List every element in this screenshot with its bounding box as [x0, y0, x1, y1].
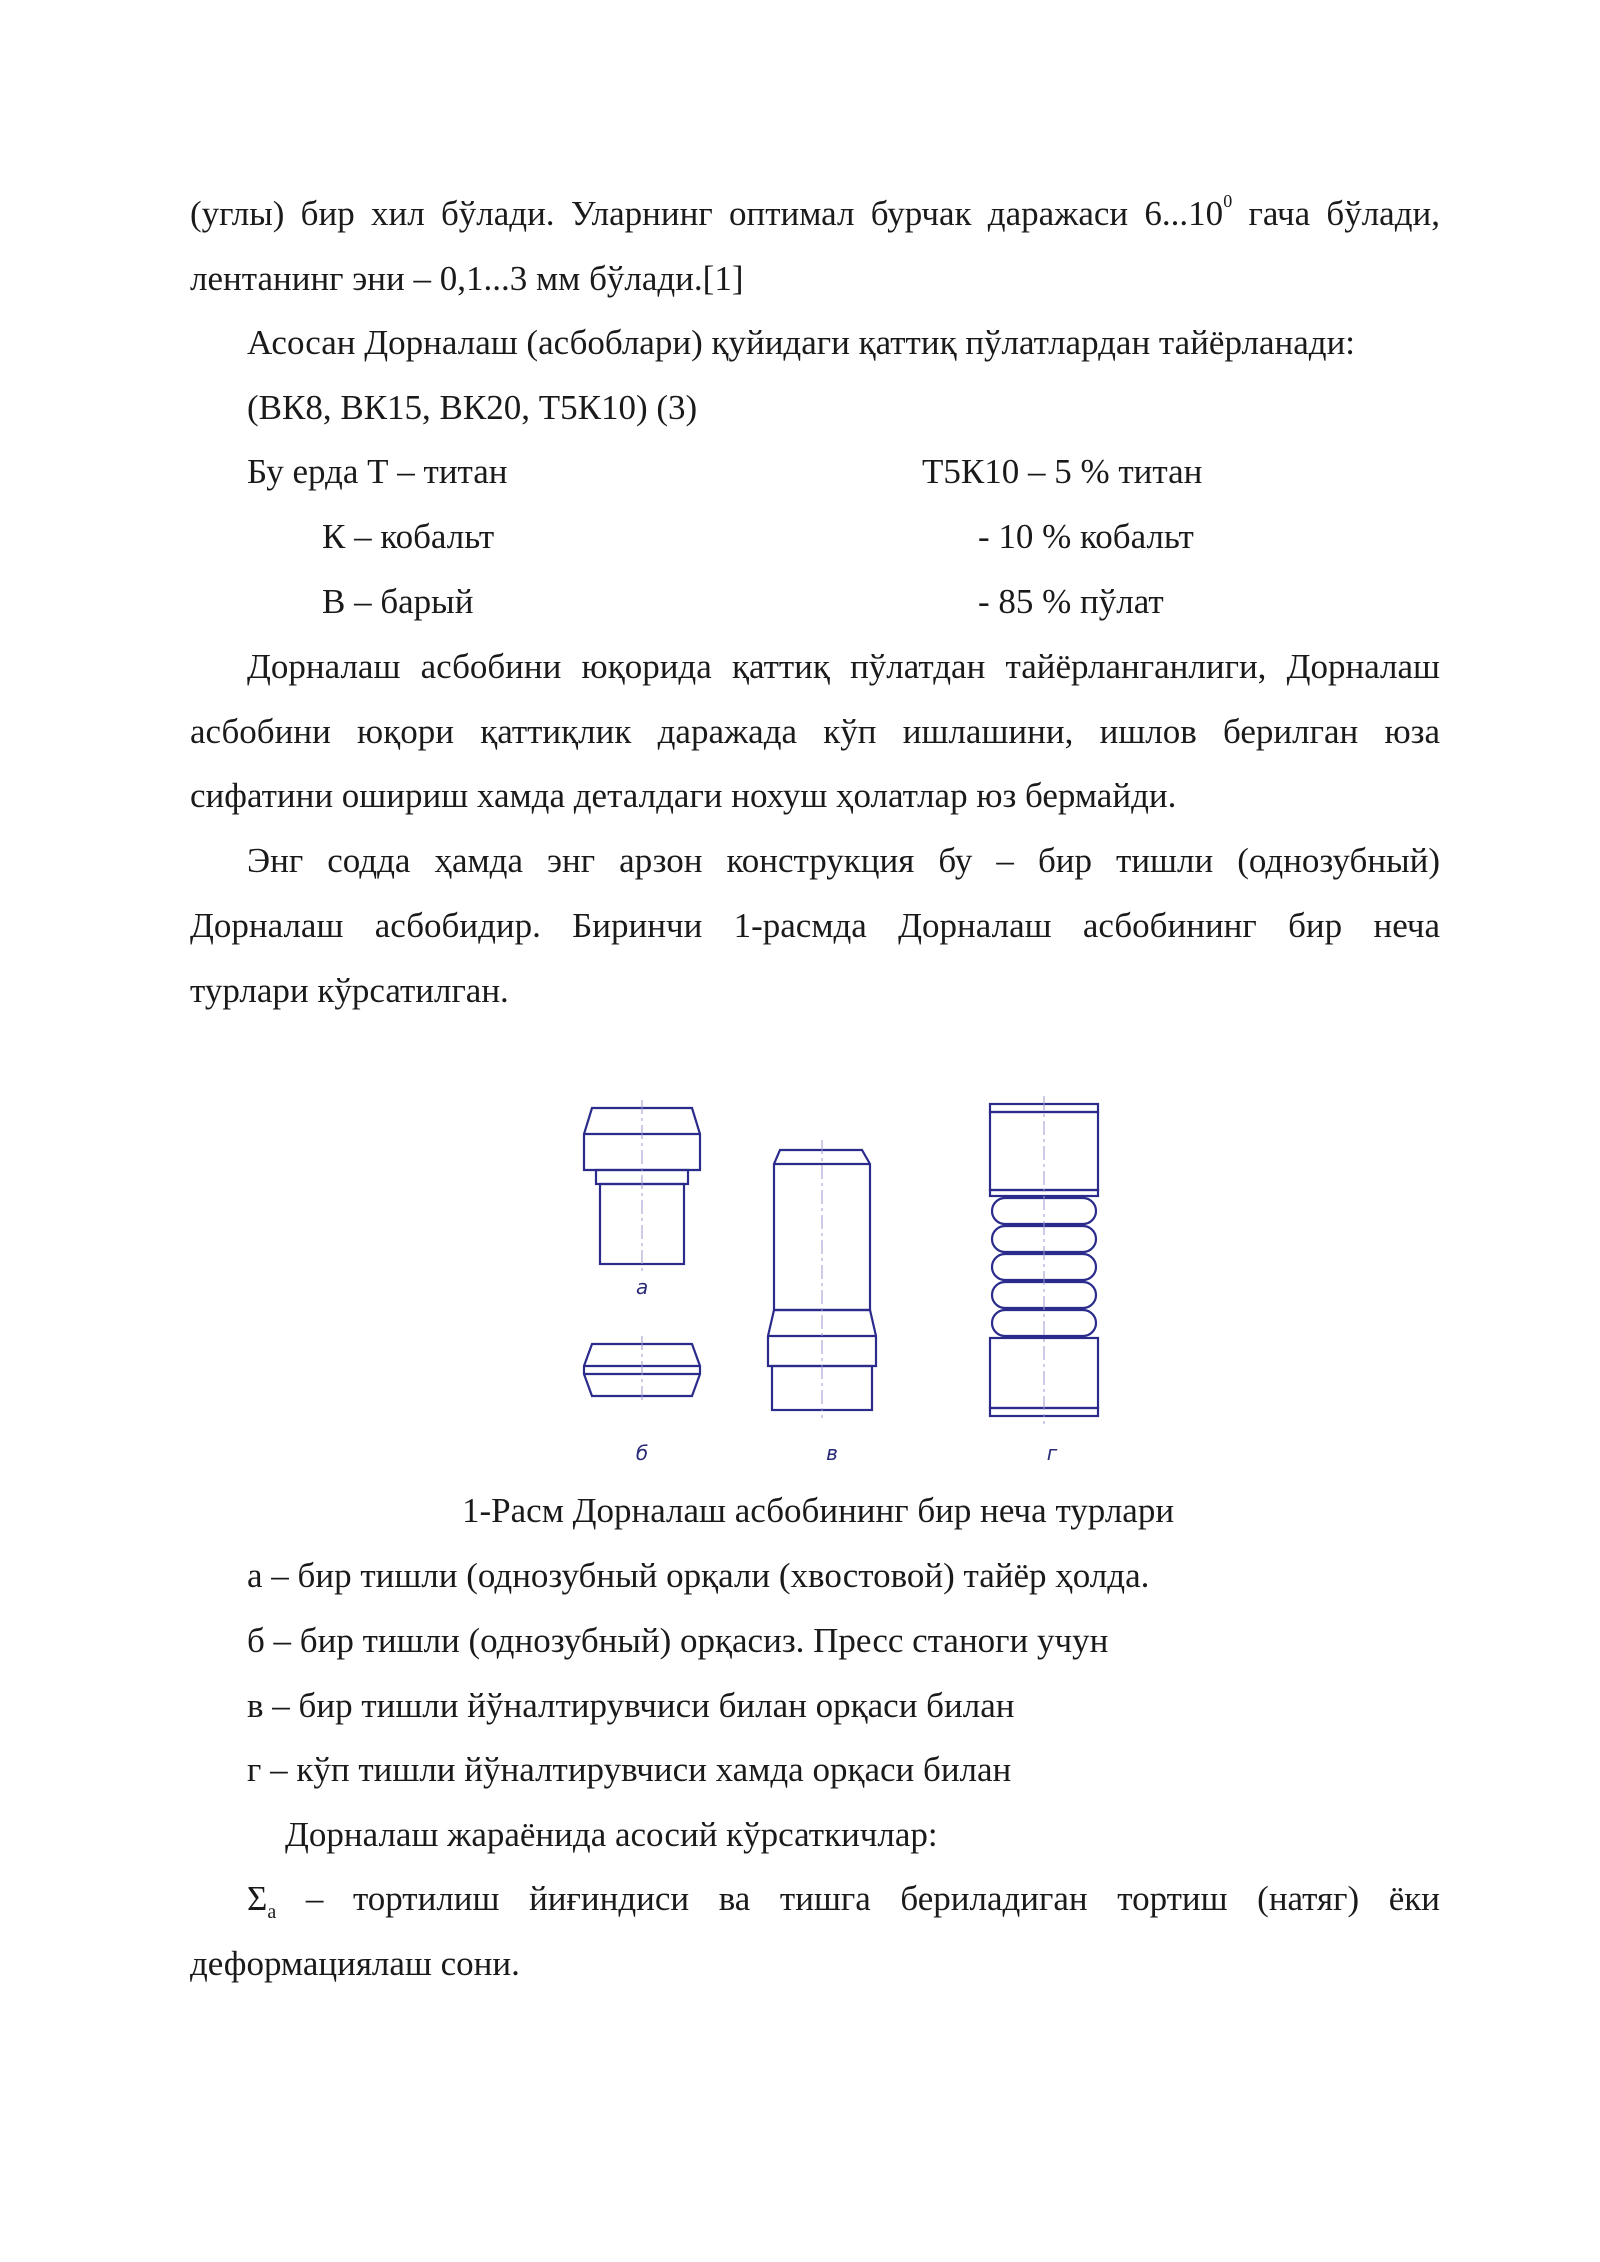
paragraph-4-line-1: Энг содда ҳамда энг арзон конструкция бу – бир тишли (однозубный) — [247, 841, 1440, 880]
figure-b-drawing — [584, 1336, 700, 1402]
paragraph-3-line-3: сифатини ошириш хамда деталдаги нохуш ҳолатлар юз бермайди. — [190, 776, 1177, 815]
item-b: б – бир тишли (однозубный) орқасиз. Пресс станоги учун — [247, 1621, 1109, 1660]
sigma-subscript: а — [267, 1901, 277, 1923]
item-a: а – бир тишли (однозубный орқали (хвостовой) тайёр ҳолда. — [247, 1556, 1150, 1595]
figure-label-g: г — [1046, 1441, 1058, 1465]
paragraph-1-line-2: лентанинг эни – 0,1...3 мм бўлади.[1] — [190, 259, 744, 298]
legend-left-1: Бу ерда Т – титан — [247, 452, 508, 491]
paragraph-5: Дорналаш жараёнида асосий кўрсаткичлар: — [285, 1815, 938, 1854]
legend-right-2: - 10 % кобальт — [978, 517, 1194, 556]
degree-superscript: 0 — [1223, 191, 1233, 211]
paragraph-2-line-1: Асосан Дорналаш (асбоблари) қуйидаги қаттиқ пўлатлардан тайёрланади: — [247, 323, 1356, 362]
figure-v-drawing — [768, 1140, 876, 1418]
item-g: г – кўп тишли йўналтирувчиси хамда орқаси билан — [247, 1750, 1012, 1789]
figure-g-drawing — [990, 1096, 1098, 1424]
paragraph-4-line-3: турлари кўрсатилган. — [190, 971, 509, 1010]
legend-left-3: В – барый — [322, 582, 474, 621]
broach-types-figure — [560, 1090, 1120, 1480]
legend-left-2: К – кобальт — [322, 517, 495, 556]
paragraph-3-line-2: асбобини юқори қаттиқлик даражада кўп ишлашини, ишлов берилган юза — [190, 712, 1440, 751]
paragraph-1-line-1: (углы) бир хил бўлади. Уларнинг оптимал бурчак даражаси 6...10$^0$ гача бўлади, — [190, 191, 1440, 233]
legend-right-1: Т5К10 – 5 % титан — [922, 452, 1203, 491]
legend-right-3: - 85 % пўлат — [978, 582, 1164, 621]
paragraph-6-line-1: $\Sigma_а$ – тортилиш йиғиндиси ва тишга бериладиган тортиш (натяг) ёки — [247, 1879, 1440, 1923]
item-v: в – бир тишли йўналтирувчиси билан орқаси билан — [247, 1686, 1015, 1725]
paragraph-4-line-2: Дорналаш асбобидир. Биринчи 1-расмда Дорналаш асбобининг бир неча — [190, 906, 1440, 945]
figure-label-b: б — [635, 1441, 649, 1465]
paragraph-6-line-2: деформациялаш сони. — [190, 1944, 520, 1983]
figure-label-v: в — [826, 1441, 838, 1465]
paragraph-2-line-2: (ВК8, ВК15, ВК20, Т5К10) (3) — [247, 388, 698, 427]
paragraph-3-line-1: Дорналаш асбобини юқорида қаттиқ пўлатдан тайёрланганлиги, Дорналаш — [247, 647, 1440, 686]
figure-caption: 1-Расм Дорналаш асбобининг бир неча турлари — [462, 1491, 1175, 1530]
figure-a-drawing — [584, 1100, 700, 1274]
figure-label-a: а — [636, 1275, 649, 1299]
sigma-symbol: Σ — [247, 1879, 268, 1918]
